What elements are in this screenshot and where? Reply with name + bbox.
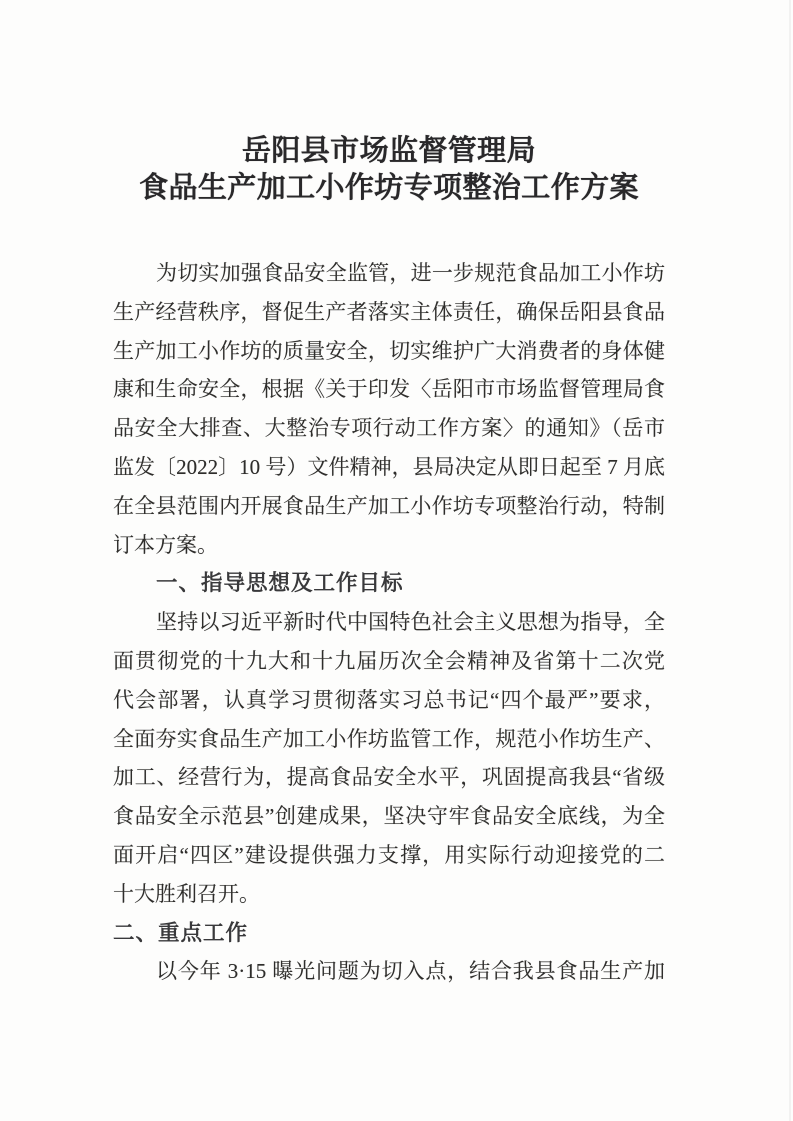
text-line: 坚持以习近平新时代中国特色社会主义思想为指导，全 — [156, 610, 665, 635]
text-line: 面开启“四区”建设提供强力支撑，用实际行动迎接党的二 — [113, 842, 665, 867]
document-body — [113, 254, 665, 991]
document-title-line-2: 食品生产加工小作坊专项整治工作方案 — [139, 172, 639, 204]
text-line: 十大胜利召开。 — [113, 881, 260, 906]
text-line: 订本方案。 — [113, 532, 218, 557]
text-line: 以今年 3·15 曝光问题为切入点，结合我县食品生产加 — [156, 959, 665, 984]
text-line: 加工、经营行为，提高食品安全水平，巩固提高我县“省级 — [113, 765, 665, 790]
document-content — [113, 133, 665, 991]
text-line: 食品安全示范县”创建成果，坚决守牢食品安全底线，为全 — [113, 804, 665, 829]
text-line: 代会部署，认真学习贯彻落实习总书记“四个最严”要求， — [113, 687, 665, 712]
section-heading: 一、指导思想及工作目标 — [156, 571, 404, 596]
document-title-line-1: 岳阳县市场监督管理局 — [241, 135, 536, 167]
text-line: 生产加工小作坊的质量安全，切实维护广大消费者的身体健 — [113, 338, 665, 363]
text-line: 全面夯实食品生产加工小作坊监管工作，规范小作坊生产、 — [113, 726, 665, 751]
text-line: 康和生命安全，根据《关于印发〈岳阳市市场监督管理局食 — [113, 377, 665, 402]
text-line: 生产经营秩序，督促生产者落实主体责任，确保岳阳县食品 — [113, 299, 665, 324]
document-title — [113, 133, 665, 207]
section-heading: 二、重点工作 — [113, 920, 249, 945]
text-line: 品安全大排查、大整治专项行动工作方案〉的通知》（岳市 — [113, 416, 665, 441]
text-line: 监发〔2022〕10 号）文件精神，县局决定从即日起至 7 月底 — [113, 454, 665, 479]
text-line: 面贯彻党的十九大和十九届历次全会精神及省第十二次党 — [113, 648, 665, 673]
text-line: 在全县范围内开展食品生产加工小作坊专项整治行动，特制 — [113, 493, 665, 518]
text-line: 为切实加强食品安全监管，进一步规范食品加工小作坊 — [156, 261, 665, 285]
